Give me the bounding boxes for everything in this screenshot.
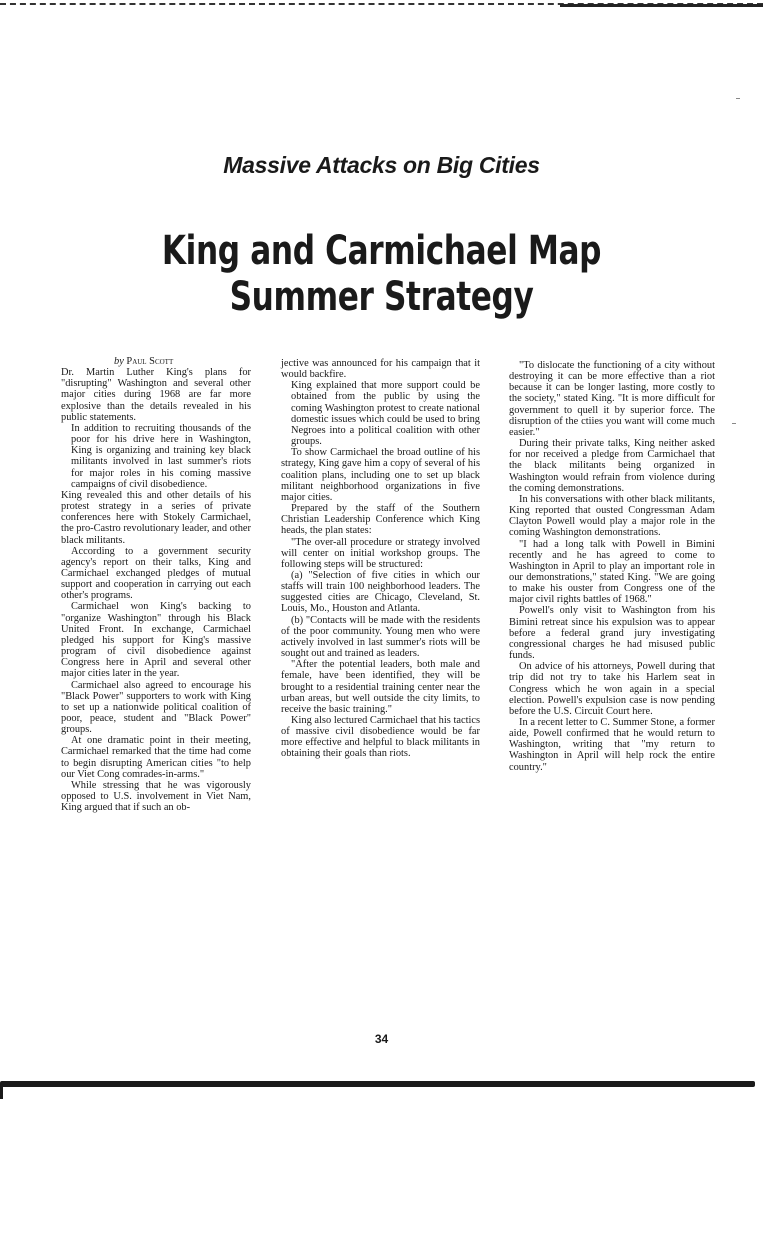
paragraph-underlined: Carmichael won King's backing to "organize Washington" through his Black United Front. In exchange, Carmichael pledged his support for King's massive program of civil disobedience against Congress here in April and several other major cities later in the year. (61, 601, 251, 680)
paragraph: jective was announced for his campaign that it would backfire. (281, 358, 480, 381)
byline-prefix: by (114, 356, 124, 367)
page-number: 34 (374, 1032, 389, 1046)
paragraph: At one dramatic point in their meeting, Carmichael remarked that the time had come to begin disrupting American cities "to help our Viet Cong comrades-in-arms." (61, 735, 251, 780)
paragraph: "After the potential leaders, both male and female, have been identified, they will be brought to a residential training center near the urban areas, but well outside the city limits, to receive the basic training." (281, 659, 480, 715)
paragraph: (a) "Selection of five cities in which our staffs will train 100 neighborhood leaders. The suggested cities are Chicago, Cleveland, St. Louis, Mo., Houston and Atlanta. (281, 569, 480, 615)
paragraph: "The over-all procedure or strategy involved will center on initial workshop groups. The following steps will be structured: (281, 536, 480, 570)
paragraph: Carmichael also agreed to encourage his "Black Power" supporters to work with King to set up a nationwide political coalition of poor, peace, student and "Black Power" groups. (61, 679, 251, 736)
article-column-3 (509, 360, 715, 773)
article-column-2 (281, 358, 480, 760)
article-headline (84, 228, 679, 320)
scan-mark (732, 423, 736, 424)
byline (114, 356, 251, 367)
article-kicker: Massive Attacks on Big Cities (223, 152, 540, 178)
paragraph: According to a government security agency's report on their talks, King and Carmichael exchanged pledges of mutual support and cooperation in carrying out each other's programs. (61, 545, 251, 602)
article-column-1 (61, 356, 251, 813)
bottom-border-hook (0, 1085, 3, 1099)
paragraph: "I had a long talk with Powell in Bimini recently and he has agreed to come to Washington in April to play an important role in our demonstrations," stated King. "We are going to make his ouster from Congress one of the major civil rights battles of 1968." (509, 538, 715, 606)
bottom-border-rule (0, 1081, 755, 1087)
paragraph: King also lectured Carmichael that his tactics of massive civil disobedience would be far more effective and helpful to black militants in obtaining their goals than riots. (281, 715, 480, 760)
paragraph: "To dislocate the functioning of a city without destroying it can be more effective than a riot because it can be longer lasting, more costly to the society," stated King. "It is more difficult for government to quell it by superior force. The disruption of the ctiies you want will come much easier." (509, 360, 715, 438)
top-border-solid (560, 4, 763, 7)
paragraph: (b) "Contacts will be made with the residents of the poor community. Young men who were actively involved in last summer's riots will be sought out and trained as leaders. (281, 614, 480, 660)
paragraph: Powell's only visit to Washington from his Bimini retreat since his expulsion was to appear before a federal grand jury investigating congressional charges he had misused public funds. (509, 605, 715, 662)
paragraph: King revealed this and other details of his protest strategy in a series of private conferences here with Stokely Carmichael, the pro-Castro revolutionary leader, and other black militants. (61, 489, 252, 546)
paragraph: While stressing that he was vigorously opposed to U.S. involvement in Viet Nam, King argued that if such an ob- (61, 779, 251, 814)
headline-line-1: King and Carmichael Map (161, 228, 602, 274)
paragraph: On advice of his attorneys, Powell during that trip did not try to take his Harlem seat in Congress which he won again in a special election. Powell's expulsion case is now pending before the U.S. Circuit Court here. (509, 661, 715, 717)
paragraph: In addition to recruiting thousands of the poor for his drive here in Washington, King is organizing and training key black militants involved in last summer's riots for major roles in his coming massive campaigns of civil disobedience. (71, 422, 251, 490)
paragraph: King explained that more support could be obtained from the public by using the coming Washington protest to create national domestic issues which could be used to bring Negroes into a political coalition with other groups. (291, 380, 480, 448)
scan-mark (736, 98, 740, 99)
paragraph: In a recent letter to C. Summer Stone, a former aide, Powell confirmed that he would return to Washington, writing that "my return to Washington in April will help rock the entire country." (509, 717, 715, 773)
byline-author: Paul Scott (126, 356, 174, 367)
headline-line-2: Summer Strategy (229, 274, 534, 320)
paragraph: During their private talks, King neither asked for nor received a pledge from Carmichael that the black militants being organized in Washington would refrain from violence during the coming demonstrations. (509, 438, 715, 494)
paragraph: In his conversations with other black militants, King reported that ousted Congressman Adam Clayton Powell would play a major role in the coming Washington demonstrations. (509, 493, 715, 539)
paragraph: Dr. Martin Luther King's plans for "disrupting" Washington and several other major cities during 1968 are far more explosive than the details revealed in his public statements. (61, 367, 251, 423)
paragraph: Prepared by the staff of the Southern Christian Leadership Conference which King heads, the plan states: (281, 503, 480, 537)
paragraph: To show Carmichael the broad outline of his strategy, King gave him a copy of several of his coalition plans, including one to set up black militant neighborhood organizations in five major cities. (281, 447, 480, 503)
